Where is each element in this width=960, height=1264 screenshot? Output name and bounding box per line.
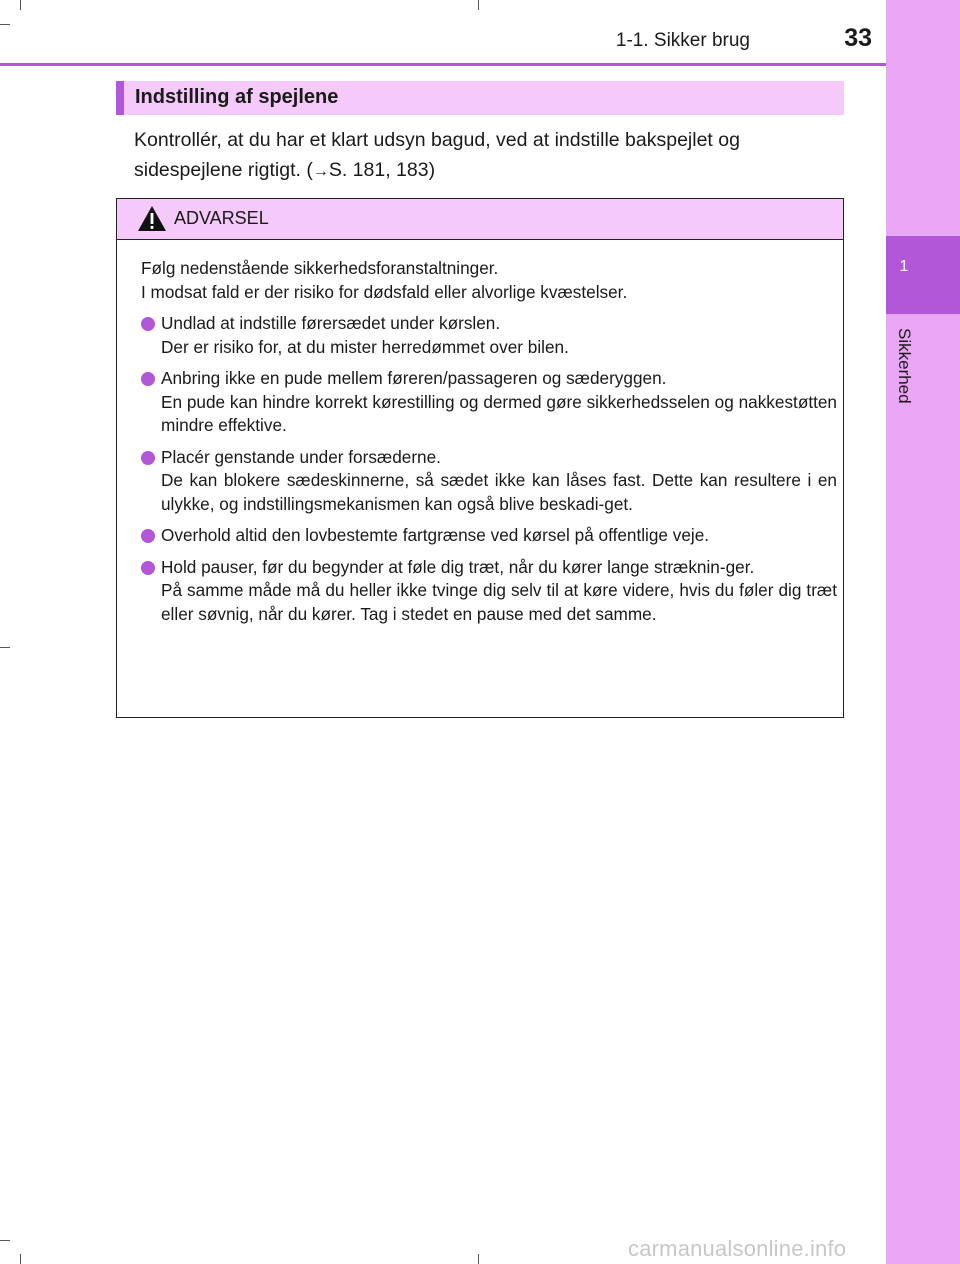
- bullet-icon: [141, 561, 155, 575]
- bullet-icon: [141, 372, 155, 386]
- header-section-title: 1-1. Sikker brug: [615, 30, 750, 51]
- intro-line-2: [134, 155, 844, 187]
- warning-triangle-icon: [137, 205, 167, 232]
- warning-title: ADVARSEL: [174, 208, 269, 228]
- crop-mark: [0, 1240, 10, 1241]
- crop-mark: [0, 647, 10, 648]
- heading-accent-bar: [116, 81, 124, 115]
- crop-mark: [20, 0, 21, 10]
- chapter-strip: [886, 0, 960, 1264]
- crop-mark: [20, 1254, 21, 1264]
- crop-mark: [0, 24, 10, 25]
- bullet-icon: [141, 451, 155, 465]
- warning-item-head: Undlad at indstille førersædet under kørslen.: [161, 313, 501, 333]
- warning-item: [141, 367, 837, 438]
- warning-item-body: De kan blokere sædeskinnerne, så sædet ikke kan låses fast. Dette kan resultere i en ulykke, og indstillingsmekanismen kan også blive beskadi-get.: [161, 470, 837, 514]
- warning-item: [141, 524, 837, 548]
- bullet-icon: [141, 529, 155, 543]
- warning-body: [141, 257, 837, 634]
- intro-line-1: Kontrollér, at du har et klart udsyn bagud, ved at indstille bakspejlet og: [134, 129, 740, 151]
- warning-box: [116, 198, 844, 718]
- warning-item-head: Hold pauser, før du begynder at føle dig træt, når du kører lange stræknin-ger.: [161, 556, 755, 577]
- warning-item: [141, 446, 837, 517]
- warning-item: [141, 556, 837, 627]
- warning-item-body: En pude kan hindre korrekt kørestilling og dermed gøre sikkerhedsselen og nakkestøtten mindre effektive.: [161, 391, 837, 435]
- chapter-label: Sikkerhed: [895, 328, 914, 404]
- page-reference[interactable]: S. 181, 183): [328, 159, 436, 181]
- crop-mark: [478, 0, 479, 10]
- watermark: carmanualsonline.info: [628, 1236, 847, 1261]
- bullet-icon: [141, 317, 155, 331]
- header-rule: [0, 63, 886, 66]
- warning-item-head: Anbring ikke en pude mellem føreren/passageren og sæderyggen.: [161, 368, 667, 388]
- crop-mark: [478, 1254, 479, 1264]
- page-number: 33: [844, 24, 872, 52]
- warning-lead-line-1: Følg nedenstående sikkerhedsforanstaltninger.: [141, 258, 499, 278]
- warning-lead: [141, 257, 837, 304]
- section-heading: [116, 81, 844, 115]
- warning-item-body: På samme måde må du heller ikke tvinge dig selv til at køre videre, hvis du føler dig træt eller søvnig, når du kører. Tag i stedet en pause med det samme.: [161, 580, 837, 624]
- arrow-right-icon: →: [312, 163, 329, 180]
- warning-item-head: Placér genstande under forsæderne.: [161, 446, 441, 467]
- section-title: Indstilling af spejlene: [135, 86, 339, 108]
- intro-text: sidespejlene rigtigt. (: [134, 159, 313, 181]
- warning-lead-line-2: I modsat fald er der risiko for dødsfald eller alvorlige kvæstelser.: [141, 281, 628, 302]
- warning-item-head: Overhold altid den lovbestemte fartgrænse ved kørsel på offentlige veje.: [161, 525, 710, 545]
- warning-item: [141, 312, 837, 359]
- chapter-number: 1: [899, 258, 909, 275]
- warning-header: [117, 199, 843, 240]
- warning-item-body: Der er risiko for, at du mister herredømmet over bilen.: [161, 336, 569, 357]
- intro-paragraph: [134, 125, 844, 187]
